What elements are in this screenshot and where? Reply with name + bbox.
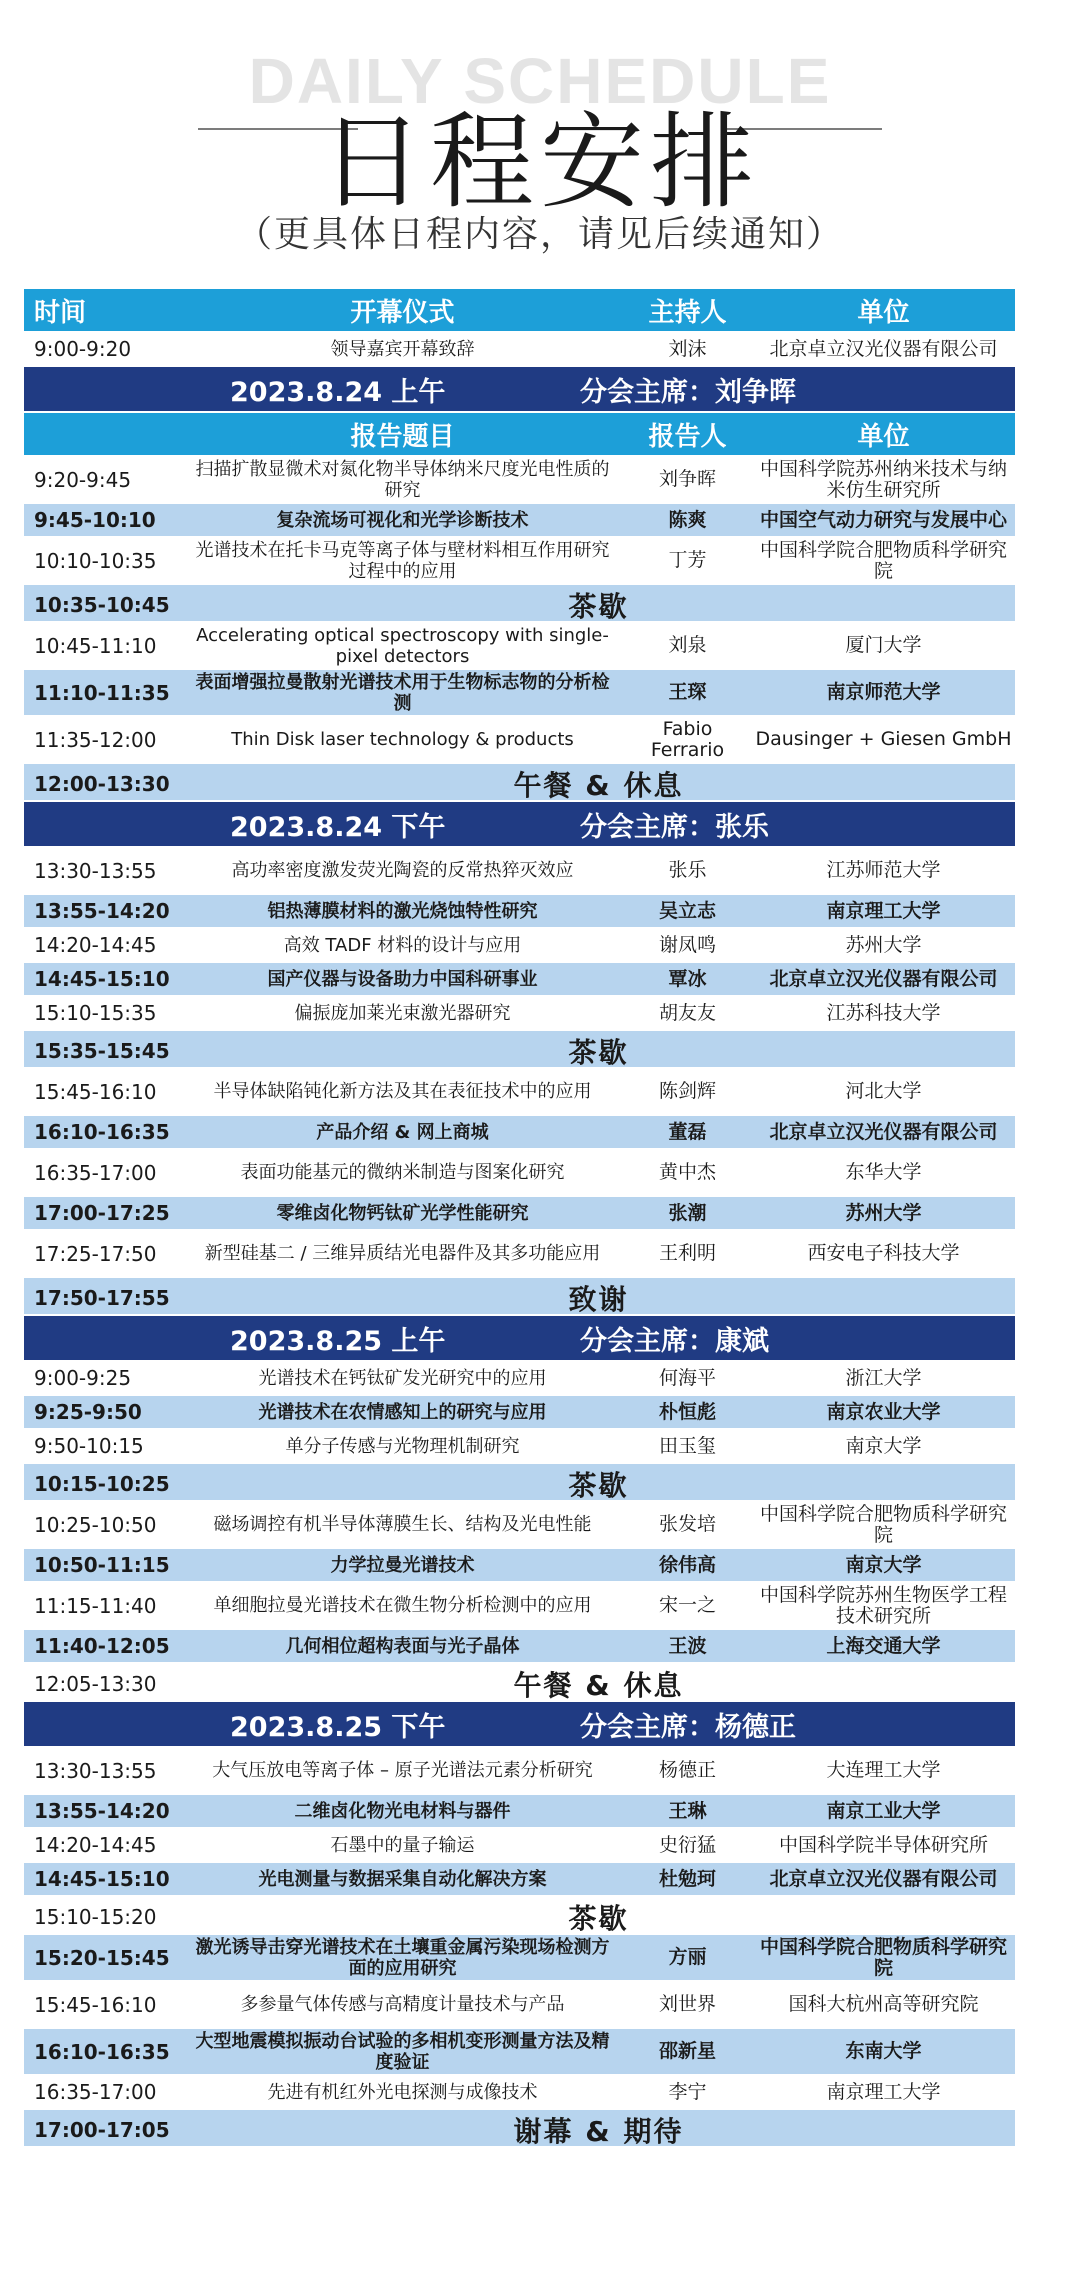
row-speaker: 宋一之 bbox=[658, 1594, 716, 1616]
schedule-row bbox=[24, 717, 1015, 764]
row-unit: 南京工业大学 bbox=[826, 1799, 941, 1822]
row-time: 9:00-9:20 bbox=[34, 337, 132, 361]
row-topic: 复杂流场可视化和光学诊断技术 bbox=[276, 509, 529, 531]
schedule-row bbox=[24, 895, 1015, 929]
row-time: 9:45-10:10 bbox=[34, 508, 156, 532]
row-unit: 中国科学院合肥物质科学研究院 bbox=[759, 1502, 1007, 1546]
break-row bbox=[24, 585, 1015, 623]
row-unit: 北京卓立汉光仪器有限公司 bbox=[769, 1120, 998, 1143]
row-topic: 领导嘉宾开幕致辞 bbox=[330, 338, 475, 360]
row-topic: 力学拉曼光谱技术 bbox=[330, 1554, 475, 1576]
row-time: 17:25-17:50 bbox=[34, 1241, 157, 1266]
row-speaker: 朴恒彪 bbox=[658, 1400, 716, 1423]
row-time: 15:20-15:45 bbox=[34, 1945, 170, 1970]
row-time: 11:15-11:40 bbox=[34, 1593, 157, 1618]
row-unit: 南京理工大学 bbox=[826, 899, 941, 922]
schedule-row bbox=[24, 1829, 1015, 1863]
schedule-row bbox=[24, 1197, 1015, 1231]
row-speaker: 刘泉 bbox=[668, 634, 707, 656]
schedule-row bbox=[24, 1150, 1015, 1197]
schedule-row bbox=[24, 848, 1015, 895]
schedule-row bbox=[24, 1549, 1015, 1583]
row-time: 13:30-13:55 bbox=[34, 858, 157, 883]
row-unit: 中国科学院合肥物质科学研究院 bbox=[759, 1935, 1007, 1979]
session-chair: 分会主席：张乐 bbox=[580, 811, 769, 843]
row-speaker: 刘沫 bbox=[668, 337, 707, 360]
row-topic: 大型地震模拟振动台试验的多相机变形测量方法及精度验证 bbox=[195, 2030, 610, 2073]
row-time: 16:10-16:35 bbox=[34, 1120, 170, 1144]
break-label: 午餐 & 休息 bbox=[513, 1669, 684, 1702]
row-time: 16:35-17:00 bbox=[34, 1160, 157, 1185]
row-topic: Thin Disk laser technology & products bbox=[231, 729, 574, 750]
row-time: 9:25-9:50 bbox=[34, 1400, 142, 1424]
row-speaker: 吴立志 bbox=[658, 899, 716, 922]
row-time: 11:10-11:35 bbox=[34, 680, 170, 705]
row-topic: 大气压放电等离子体 – 原子光谱法元素分析研究 bbox=[212, 1760, 593, 1781]
row-time: 17:00-17:05 bbox=[34, 2118, 170, 2142]
schedule-row bbox=[24, 1863, 1015, 1897]
row-speaker: 史衍猛 bbox=[658, 1833, 716, 1856]
session-bar bbox=[24, 1702, 1015, 1748]
row-unit: 北京卓立汉光仪器有限公司 bbox=[769, 967, 998, 990]
session-date: 2023.8.25 下午 bbox=[230, 1711, 446, 1743]
break-row bbox=[24, 2110, 1015, 2148]
row-time: 15:35-15:45 bbox=[34, 1039, 170, 1063]
row-topic: 激光诱导击穿光谱技术在土壤重金属污染现场检测方面的应用研究 bbox=[195, 1936, 610, 1979]
row-speaker: 杨德正 bbox=[658, 1759, 716, 1781]
schedule-row bbox=[24, 1116, 1015, 1150]
row-unit: 中国空气动力研究与发展中心 bbox=[759, 508, 1007, 531]
row-time: 13:55-14:20 bbox=[34, 1799, 170, 1823]
row-time: 17:50-17:55 bbox=[34, 1286, 170, 1310]
row-time: 10:15-10:25 bbox=[34, 1472, 170, 1496]
row-time: 11:35-12:00 bbox=[34, 727, 157, 752]
header-time: 时间 bbox=[34, 297, 87, 328]
schedule-row bbox=[24, 1982, 1015, 2029]
row-time: 14:45-15:10 bbox=[34, 1867, 170, 1891]
opening-header-row bbox=[24, 289, 1015, 333]
row-speaker: 谢凤鸣 bbox=[658, 933, 716, 956]
row-unit: 中国科学院半导体研究所 bbox=[778, 1833, 988, 1856]
row-speaker: 王琛 bbox=[668, 681, 707, 703]
schedule-row bbox=[24, 1795, 1015, 1829]
schedule-row bbox=[24, 1362, 1015, 1396]
schedule-row bbox=[24, 963, 1015, 997]
row-speaker: 张发培 bbox=[658, 1513, 716, 1535]
row-speaker: 徐伟高 bbox=[658, 1553, 716, 1576]
row-time: 14:45-15:10 bbox=[34, 967, 170, 991]
row-topic: 单细胞拉曼光谱技术在微生物分析检测中的应用 bbox=[213, 1595, 592, 1616]
row-speaker: 张潮 bbox=[668, 1201, 707, 1224]
row-unit: 大连理工大学 bbox=[826, 1759, 941, 1781]
header-host: 主持人 bbox=[648, 297, 727, 328]
break-label: 茶歇 bbox=[568, 1469, 629, 1502]
schedule-row bbox=[24, 929, 1015, 963]
schedule-row bbox=[24, 997, 1015, 1031]
row-speaker: 方丽 bbox=[668, 1946, 707, 1968]
row-topic: 表面增强拉曼散射光谱技术用于生物标志物的分析检测 bbox=[195, 671, 610, 714]
row-time: 10:50-11:15 bbox=[34, 1553, 170, 1577]
schedule-row bbox=[24, 670, 1015, 717]
session-date: 2023.8.25 上午 bbox=[230, 1325, 446, 1357]
row-unit: 南京理工大学 bbox=[826, 2080, 941, 2103]
schedule-row bbox=[24, 1396, 1015, 1430]
row-speaker: 覃冰 bbox=[668, 967, 707, 990]
row-unit: 中国科学院合肥物质科学研究院 bbox=[759, 538, 1007, 582]
row-time: 9:20-9:45 bbox=[34, 467, 132, 492]
row-unit: 上海交通大学 bbox=[826, 1634, 941, 1657]
row-time: 16:35-17:00 bbox=[34, 2080, 157, 2104]
schedule-row bbox=[24, 1069, 1015, 1116]
row-time: 15:10-15:35 bbox=[34, 1001, 157, 1025]
row-speaker: 胡友友 bbox=[658, 1001, 716, 1024]
row-topic: 零维卤化物钙钛矿光学性能研究 bbox=[276, 1202, 529, 1224]
row-time: 10:10-10:35 bbox=[34, 548, 157, 573]
break-label: 谢幕 & 期待 bbox=[513, 2115, 684, 2148]
row-topic: 二维卤化物光电材料与器件 bbox=[294, 1800, 511, 1822]
row-speaker: 丁芳 bbox=[668, 549, 707, 571]
row-topic: 表面功能基元的微纳米制造与图案化研究 bbox=[240, 1162, 565, 1183]
row-topic: 铝热薄膜材料的激光烧蚀特性研究 bbox=[267, 900, 538, 922]
row-topic: 半导体缺陷钝化新方法及其在表征技术中的应用 bbox=[213, 1081, 592, 1102]
report-header-row bbox=[24, 413, 1015, 457]
session-chair: 分会主席：刘争晖 bbox=[580, 376, 796, 408]
schedule-row bbox=[24, 1583, 1015, 1630]
row-time: 14:20-14:45 bbox=[34, 1833, 157, 1857]
row-time: 15:10-15:20 bbox=[34, 1905, 157, 1929]
page-subtitle: （更具体日程内容，请见后续通知） bbox=[235, 214, 844, 255]
row-speaker: 王琳 bbox=[668, 1799, 707, 1822]
break-label: 午餐 & 休息 bbox=[513, 769, 684, 802]
row-topic: 新型硅基二 / 三维异质结光电器件及其多功能应用 bbox=[204, 1243, 601, 1264]
row-speaker: 刘世界 bbox=[658, 1993, 716, 2015]
break-row bbox=[24, 1278, 1015, 1316]
page-title: 日程安排 bbox=[319, 101, 760, 223]
break-row bbox=[24, 1031, 1015, 1069]
row-topic: 磁场调控有机半导体薄膜生长、结构及光电性能 bbox=[213, 1514, 592, 1535]
row-topic: 石墨中的量子输运 bbox=[330, 1834, 475, 1856]
row-topic: 光电测量与数据采集自动化解决方案 bbox=[258, 1868, 547, 1890]
row-time: 17:00-17:25 bbox=[34, 1201, 170, 1225]
session-date: 2023.8.24 下午 bbox=[230, 811, 446, 843]
header-unit: 单位 bbox=[857, 297, 910, 328]
row-speaker: 陈爽 bbox=[668, 508, 707, 531]
row-speaker: 陈剑辉 bbox=[658, 1080, 716, 1102]
row-topic: 扫描扩散显微术对氮化物半导体纳米尺度光电性质的研究 bbox=[195, 458, 610, 501]
break-label: 茶歇 bbox=[568, 590, 629, 623]
row-topic: 光谱技术在农情感知上的研究与应用 bbox=[258, 1401, 547, 1423]
row-unit: 南京大学 bbox=[845, 1434, 922, 1457]
opening-row bbox=[24, 333, 1015, 367]
row-unit: 江苏科技大学 bbox=[826, 1001, 941, 1024]
row-time: 16:10-16:35 bbox=[34, 2039, 170, 2064]
row-topic: 高效 TADF 材料的设计与应用 bbox=[283, 934, 522, 956]
session-bar bbox=[24, 367, 1015, 413]
row-unit: 江苏师范大学 bbox=[826, 859, 941, 881]
schedule-row bbox=[24, 538, 1015, 585]
schedule-row bbox=[24, 623, 1015, 670]
row-unit: 中国科学院苏州纳米技术与纳米仿生研究所 bbox=[759, 457, 1007, 501]
row-speaker: Fabio Ferrario bbox=[650, 717, 725, 761]
schedule-row bbox=[24, 457, 1015, 504]
row-topic: 高功率密度激发荧光陶瓷的反常热猝灭效应 bbox=[231, 860, 574, 881]
break-label: 致谢 bbox=[568, 1283, 629, 1316]
row-unit: 东华大学 bbox=[845, 1161, 922, 1183]
row-speaker: 邵新星 bbox=[658, 2040, 716, 2062]
row-speaker: 田玉玺 bbox=[658, 1434, 716, 1457]
row-speaker: 张乐 bbox=[668, 859, 707, 881]
row-topic: Accelerating optical spectroscopy with single-pixel detectors bbox=[196, 624, 609, 667]
break-row bbox=[24, 1464, 1015, 1502]
row-unit: 北京卓立汉光仪器有限公司 bbox=[769, 1867, 998, 1890]
schedule-row bbox=[24, 2076, 1015, 2110]
row-speaker: 刘争晖 bbox=[658, 468, 716, 490]
schedule-table bbox=[24, 289, 1015, 2148]
row-unit: 东南大学 bbox=[845, 2040, 922, 2062]
row-topic: 几何相位超构表面与光子晶体 bbox=[285, 1635, 520, 1657]
schedule-row bbox=[24, 1630, 1015, 1664]
row-time: 12:00-13:30 bbox=[34, 772, 170, 796]
break-row bbox=[24, 1897, 1015, 1935]
header-report-title: 报告题目 bbox=[350, 421, 455, 452]
row-speaker: 黄中杰 bbox=[658, 1161, 716, 1183]
schedule-row bbox=[24, 1748, 1015, 1795]
session-bar bbox=[24, 802, 1015, 848]
schedule-row bbox=[24, 1231, 1015, 1278]
row-time: 11:40-12:05 bbox=[34, 1634, 170, 1658]
row-speaker: 王波 bbox=[668, 1634, 707, 1657]
row-time: 15:45-16:10 bbox=[34, 1992, 157, 2017]
row-time: 10:35-10:45 bbox=[34, 593, 170, 617]
row-unit: Dausinger + Giesen GmbH bbox=[755, 728, 1012, 750]
row-topic: 光谱技术在托卡马克等离子体与壁材料相互作用研究过程中的应用 bbox=[195, 539, 610, 582]
header-unit: 单位 bbox=[857, 421, 910, 452]
row-time: 10:25-10:50 bbox=[34, 1512, 157, 1537]
row-unit: 南京师范大学 bbox=[826, 681, 941, 703]
session-bar bbox=[24, 1316, 1015, 1362]
schedule-row bbox=[24, 1430, 1015, 1464]
sessions-container bbox=[24, 367, 1015, 2148]
row-time: 15:45-16:10 bbox=[34, 1079, 157, 1104]
header-opening: 开幕仪式 bbox=[350, 297, 455, 328]
break-label: 茶歇 bbox=[568, 1902, 629, 1935]
row-speaker: 李宁 bbox=[668, 2080, 707, 2103]
row-speaker: 杜勉珂 bbox=[658, 1867, 716, 1890]
watermark-text: DAILY SCHEDULE bbox=[248, 45, 832, 117]
break-row bbox=[24, 764, 1015, 802]
row-unit: 北京卓立汉光仪器有限公司 bbox=[769, 337, 998, 360]
row-topic: 单分子传感与光物理机制研究 bbox=[285, 1435, 520, 1457]
row-topic: 国产仪器与设备助力中国科研事业 bbox=[267, 968, 538, 990]
session-chair: 分会主席：杨德正 bbox=[580, 1711, 796, 1743]
row-unit: 河北大学 bbox=[845, 1080, 922, 1102]
row-unit: 西安电子科技大学 bbox=[807, 1242, 960, 1264]
row-speaker: 董磊 bbox=[668, 1120, 707, 1143]
row-unit: 南京农业大学 bbox=[826, 1400, 941, 1423]
row-time: 9:50-10:15 bbox=[34, 1434, 144, 1458]
row-time: 13:30-13:55 bbox=[34, 1758, 157, 1783]
row-unit: 厦门大学 bbox=[845, 634, 922, 656]
row-topic: 光谱技术在钙钛矿发光研究中的应用 bbox=[258, 1367, 547, 1389]
row-time: 12:05-13:30 bbox=[34, 1672, 157, 1696]
row-topic: 多参量气体传感与高精度计量技术与产品 bbox=[240, 1994, 565, 2015]
row-speaker: 王利明 bbox=[658, 1242, 716, 1264]
row-speaker: 何海平 bbox=[658, 1366, 716, 1389]
row-unit: 中国科学院苏州生物医学工程技术研究所 bbox=[759, 1583, 1007, 1627]
header bbox=[0, 0, 1080, 290]
header-speaker: 报告人 bbox=[648, 421, 727, 452]
row-time: 14:20-14:45 bbox=[34, 933, 157, 957]
row-unit: 浙江大学 bbox=[845, 1366, 922, 1389]
row-time: 9:00-9:25 bbox=[34, 1366, 132, 1390]
schedule-row bbox=[24, 1935, 1015, 1982]
break-label: 茶歇 bbox=[568, 1036, 629, 1069]
row-topic: 先进有机红外光电探测与成像技术 bbox=[267, 2081, 538, 2103]
row-topic: 产品介绍 & 网上商城 bbox=[316, 1121, 489, 1143]
schedule-row bbox=[24, 2029, 1015, 2076]
session-chair: 分会主席：康斌 bbox=[580, 1325, 769, 1357]
row-unit: 苏州大学 bbox=[845, 933, 922, 956]
row-topic: 偏振庞加莱光束激光器研究 bbox=[294, 1002, 511, 1024]
row-unit: 国科大杭州高等研究院 bbox=[788, 1993, 979, 2015]
row-unit: 南京大学 bbox=[845, 1553, 922, 1576]
schedule-row bbox=[24, 504, 1015, 538]
row-time: 13:55-14:20 bbox=[34, 899, 170, 923]
row-time: 10:45-11:10 bbox=[34, 633, 157, 658]
row-unit: 苏州大学 bbox=[845, 1201, 922, 1224]
break-row bbox=[24, 1664, 1015, 1702]
session-date: 2023.8.24 上午 bbox=[230, 376, 446, 408]
schedule-row bbox=[24, 1502, 1015, 1549]
